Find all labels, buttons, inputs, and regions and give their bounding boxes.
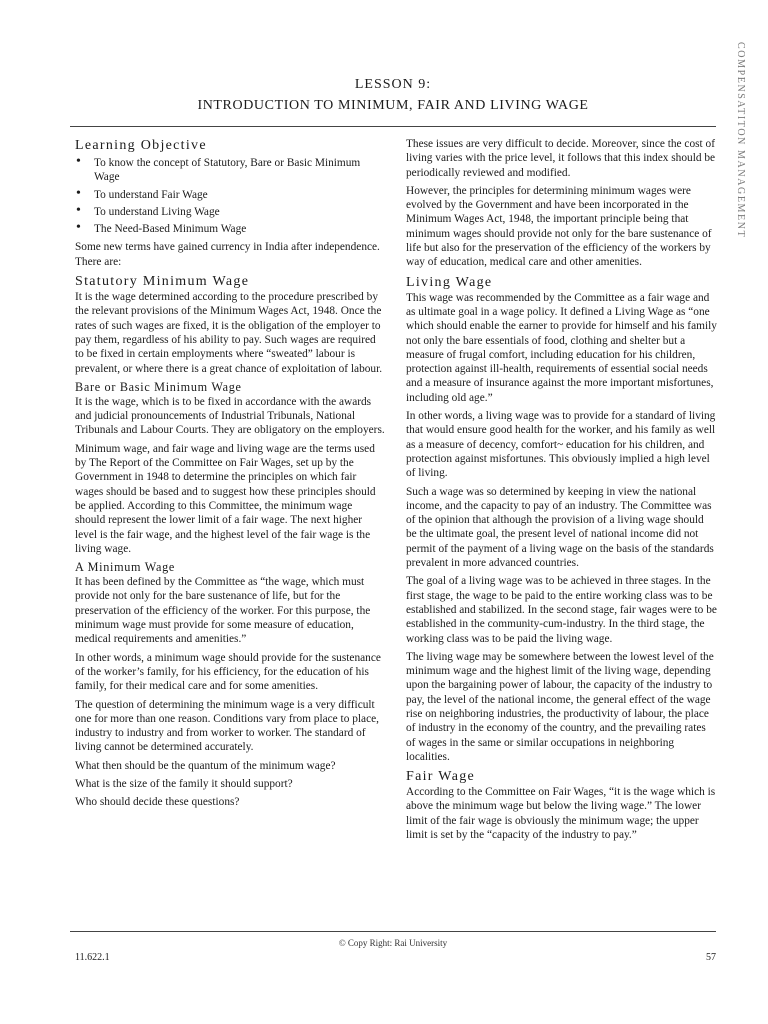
copyright-notice: © Copy Right: Rai University	[338, 938, 448, 948]
living-wage-heading: Living Wage	[406, 274, 493, 290]
living-wage-paragraph-2: In other words, a living wage was to provide for a standard of living that would ensure good health for the worker, and his family as well as a measure of decency, comfort~ education for his children, and protection against misfortunes. This obviously implied a high level of living.	[406, 410, 716, 480]
minimum-wage-heading: A Minimum Wage	[75, 560, 175, 575]
lesson-number: LESSON 9:	[354, 77, 432, 92]
objective-item: • To understand Living Wage	[75, 205, 385, 219]
page-number: 57	[706, 952, 716, 963]
document-code: 11.622.1	[75, 952, 110, 963]
objective-item: • To know the concept of Statutory, Bare or Basic Minimum Wage	[75, 156, 385, 185]
objectives-list	[75, 156, 385, 236]
footer-divider	[70, 931, 716, 932]
terms-paragraph: Minimum wage, and fair wage and living wage are the terms used by The Report of the Committee on Fair Wages, set up by the Government in 1948 to determine the principles on which fair wages should be based and to suggest how these principles should be applied. According to this Committee, the minimum wage should represent the lower limit of a fair wage. The next higher level is the fair wage, and the highest level of the fair wage is the living wage.	[75, 442, 376, 555]
living-wage-paragraph-1: This wage was recommended by the Committee as a fair wage and as ultimate goal in a wage policy. It defined a Living Wage as “one which should enable the earner to provide for himself and his family not only the bare essentials of food, clothing and shelter but a measure of frugal comfort, including education for his children, protection against ill-health, requirements of essential social needs and a measure of insurance against the more important misfortunes, including old age.”	[406, 291, 717, 404]
question-3: Who should decide these questions?	[75, 796, 240, 809]
principles-paragraph: However, the principles for determining minimum wages were evolved by the Government and have been incorporated in the Minimum Wages Act, 1948, the important principle being that minimum wages should provide not only for the bare sustenance of life but also for the preservation of the efficiency of the workers by way of education, medical care and other amenities.	[406, 184, 712, 269]
bare-basic-paragraph: It is the wage, which is to be fixed in accordance with the awards and judicial pronouncements of Industrial Tribunals, National Tribunals and Labour Courts. They are obligatory on the employers.	[75, 395, 385, 437]
side-section-label: COMPENSATITON MANAGEMENT	[735, 42, 746, 239]
learning-objective-heading: Learning Objective	[75, 138, 207, 153]
living-wage-paragraph-4: The goal of a living wage was to be achieved in three stages. In the first stage, the wage to be paid to the entire working class was to be established and stabilized. In the second stage, fair wages were to be established in the community-cum-industry. In the third stage, the working class was to be paid the living wage.	[406, 575, 717, 645]
fair-wage-paragraph: According to the Committee on Fair Wages, “it is the wage which is above the minimum wage but below the living wage.” The lower limit of the fair wage is obviously the minimum wage; the upper limit is set by the “capacity of the industry to pay.”	[406, 786, 716, 842]
minimum-wage-paragraph-1: It has been defined by the Committee as “the wage, which must provide not only for the bare sustenance of life, but for the preservation of the efficiency of the worker. For this purpose, the minimum wage must provide for some measure of education, medical requirements and amenities.”	[75, 576, 371, 646]
lesson-title: INTRODUCTION TO MINIMUM, FAIR AND LIVING WAGE	[197, 98, 589, 113]
minimum-wage-paragraph-2: In other words, a minimum wage should provide for the sustenance of the worker’s family, for his efficiency, for the education of his family, for their medical care and for some amenities.	[75, 651, 381, 693]
lesson-header	[70, 76, 716, 115]
minimum-wage-paragraph-3: The question of determining the minimum wage is a very difficult one for more than one reason. Conditions vary from place to place, industry to industry and from worker to worker. The standard of living cannot be determined accurately.	[75, 698, 379, 754]
right-column	[406, 137, 717, 846]
statutory-paragraph: It is the wage determined according to the procedure prescribed by the relevant provisions of the Minimum Wages Act, 1948. Once the rates of such wages are fixed, it is the obligation of the employer to pay them, regardless of his ability to pay. Such wages are required to be fixed in certain employments where “sweated” labour is prevalent, or where there is a great chance of exploitation of labour.	[75, 291, 383, 375]
question-2: What is the size of the family it should support?	[75, 777, 293, 790]
fair-wage-heading: Fair Wage	[406, 769, 476, 785]
objective-item: • To understand Fair Wage	[75, 188, 385, 202]
question-1: What then should be the quantum of the minimum wage?	[75, 759, 336, 772]
intro-paragraph: Some new terms have gained currency in India after independence. There are:	[75, 241, 380, 268]
bare-basic-heading: Bare or Basic Minimum Wage	[75, 379, 242, 394]
living-wage-paragraph-5: The living wage may be somewhere between the lowest level of the minimum wage and the highest limit of the living wage, depending upon the bargaining power of labour, the capacity of the industry to pay, the level of the national income, the general effect of the wage rise on neighboring industries, the productivity of labour, the place of industry in the economy of the country, and the prevailing rates of wages in the same or similar occupations in neighboring localities.	[406, 650, 714, 763]
header-divider	[70, 126, 716, 127]
statutory-heading: Statutory Minimum Wage	[75, 274, 250, 290]
left-column	[75, 137, 385, 814]
issues-paragraph: These issues are very difficult to decide. Moreover, since the cost of living varies with the price level, it follows that this index should be periodically reviewed and modified.	[406, 138, 716, 179]
living-wage-paragraph-3: Such a wage was so determined by keeping in view the national income, and the capacity to pay of an industry. The Committee was of the opinion that although the provision of a living wage should be the ultimate goal, the present level of national income did not permit of the payment of a living wage on the basis of the standards prevalent in more advanced countries.	[406, 485, 714, 570]
objective-item: • The Need-Based Minimum Wage	[75, 222, 385, 236]
